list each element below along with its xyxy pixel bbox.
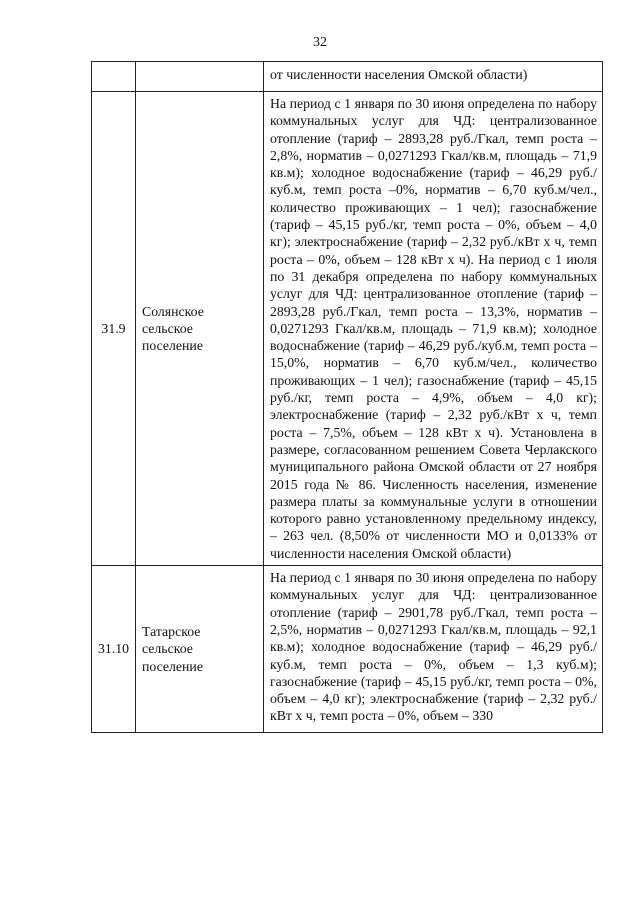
row-number: 31.10 (92, 566, 136, 733)
settlement-name-text: Татарское сельское поселение (142, 624, 203, 674)
tariff-table (91, 61, 603, 733)
table-row (92, 92, 603, 566)
continuation-text: от численности населения Омской области) (264, 62, 603, 92)
table-cell-num-empty (92, 62, 136, 92)
tariff-description: На период с 1 января по 30 июня определена по набору коммунальных услуг для ЧД: централизованное отопление (тариф – 2893,28 руб./Гкал, темп роста – 2,8%, норматив – 0,0271293 Гкал/кв.м, площадь – 71,9 кв.м); холодное водоснабжение (тариф – 46,29 руб./куб.м, темп роста –0%, норматив – 6,70 куб.м/чел., количество проживающих – 1 чел); газоснабжение (тариф – 45,15 руб./кг, темп роста – 0%, объем – 4,0 кг); электроснабжение (тариф – 2,32 руб./кВт х ч, темп роста – 0%, объем – 128 кВт х ч). На период с 1 июля по 31 декабря определена по набору коммунальных услуг для ЧД: централизованное отопление (тариф – 2893,28 руб./Гкал, темп роста – 13,3%, норматив – 0,0271293 Гкал/кв.м, площадь – 71,9 кв.м); холодное водоснабжение (тариф – 46,29 руб./куб.м, темп роста – 15,0%, норматив – 6,70 куб.м/чел., количество проживающих – 1 чел); газоснабжение (тариф – 45,15 руб./кг, темп роста – 4,9%, объем – 4,0 кг); электроснабжение (тариф – 2,32 руб./кВт х ч, темп роста – 7,5%, объем – 128 кВт х ч). Установлена в размере, согласованном решением Совета Черлакского муниципального района Омской области от 27 ноября 2015 года № 86. Численность населения, изменение размера платы за коммунальные услуги в отношении которого равно установленному предельному индексу, – 263 чел. (8,50% от численности МО и 0,0133% от численности населения Омской области) (264, 92, 603, 566)
tariff-description (264, 566, 603, 733)
settlement-name-text: Солянское сельское поселение (142, 303, 204, 354)
row-number: 31.9 (92, 92, 136, 566)
tariff-description-text: На период с 1 января по 30 июня определена по набору коммунальных услуг для ЧД: централизованное отопление (тариф – 2901,78 руб./Гкал, темп роста – 2,5%, норматив – 0,0271293 Гкал/кв.м, площадь – 92,1 кв.м); холодное водоснабжение (тариф – 46,29 руб./куб.м, темп роста – 0%, объем – 1,3 куб.м); газоснабжение (тариф – 45,15 руб./кг, темп роста – 0%, объем – 4,0 кг); электроснабжение (тариф – 2,32 руб./кВт х ч, темп роста – 0%, объем – 330 (270, 570, 597, 724)
table-row (92, 566, 603, 733)
table-row-continuation (92, 62, 603, 92)
table-cell-settlement-empty (136, 62, 264, 92)
settlement-name (136, 92, 264, 566)
page-number: 32 (313, 35, 327, 50)
settlement-name (136, 566, 264, 733)
